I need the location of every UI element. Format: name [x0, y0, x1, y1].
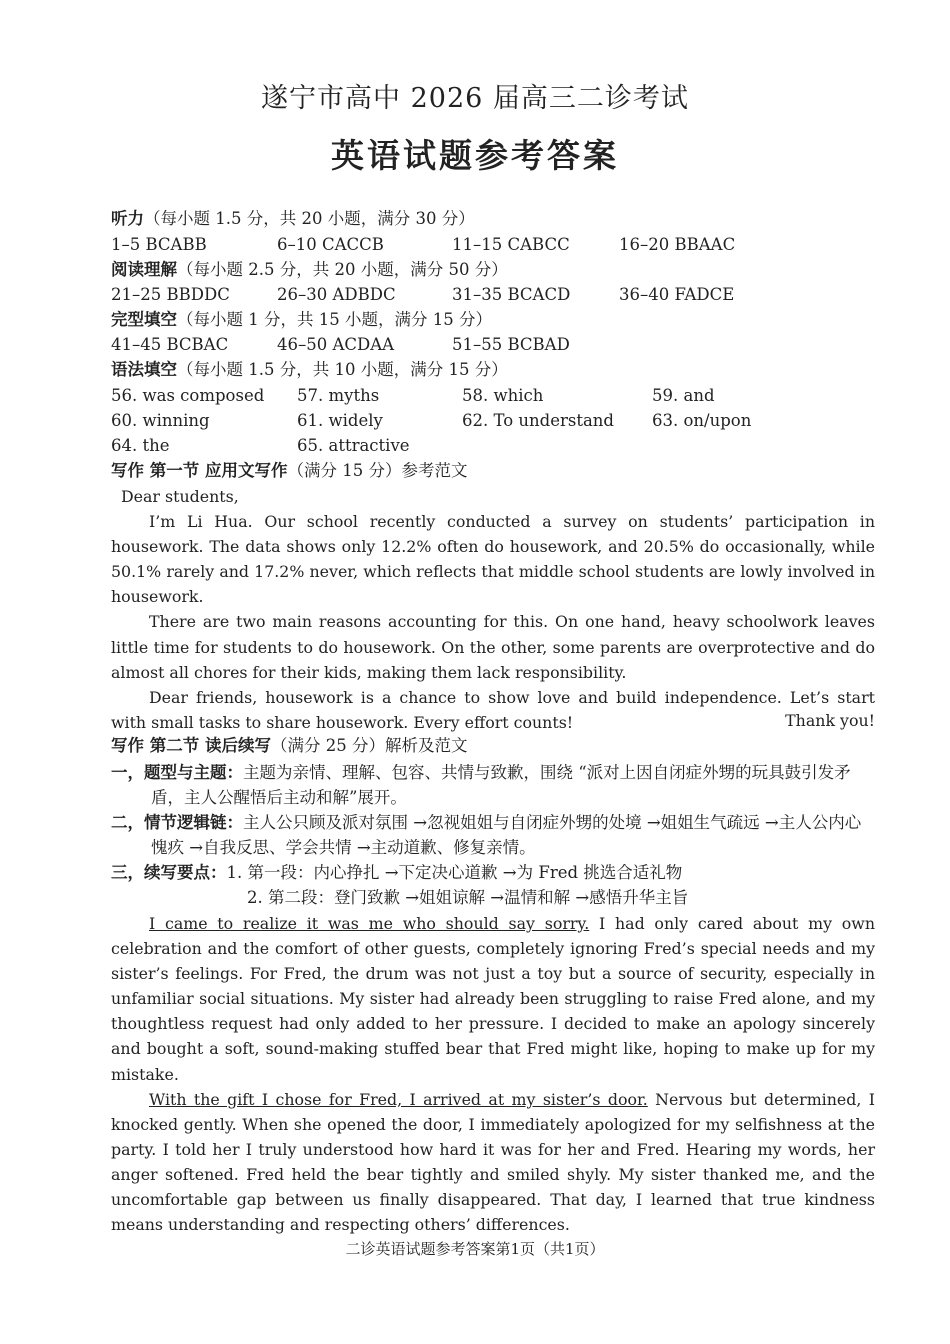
document-title: 英语试题参考答案 — [331, 136, 619, 175]
writing2-heading — [111, 735, 468, 757]
listening-heading — [111, 208, 475, 230]
grammar-heading — [111, 359, 508, 381]
grammar-answer: 57. myths — [297, 386, 380, 405]
sample-letter — [111, 484, 875, 735]
section-label: 写作 第一节 应用文写作 — [111, 461, 288, 480]
answer-group: 16–20 BBAAC — [619, 235, 736, 254]
essay-paragraph: With the gift I chose for Fred, I arrived at my sister’s door. Nervous but determined, I knocked gently. When she opened the door, I immediately apologized for my selfishness at the party. I told her I truly understood how hard it was for her and Fred. Hearing my words, her anger softened. Fred held the bear tightly and smiled shyly. My sister thanked me, and the uncomfortable gap between us finally disappeared. That day, I learned that true kindness means understanding and respecting others’ differences. — [111, 1089, 875, 1235]
writing1-heading — [111, 460, 468, 482]
answer-group: 21–25 BBDDC — [111, 285, 230, 304]
answer-group: 51–55 BCBAD — [452, 335, 570, 354]
answer-group: 1–5 BCABB — [111, 235, 207, 254]
answer-group: 41–45 BCBAC — [111, 335, 229, 354]
grammar-answer: 61. widely — [297, 411, 383, 430]
section-label: 阅读理解 — [111, 260, 177, 279]
exam-title: 遂宁市高中 2026 届高三二诊考试 — [261, 83, 689, 114]
section-label: 写作 第二节 读后续写 — [111, 736, 271, 755]
analysis-point-theme — [111, 760, 875, 810]
analysis-point-keys — [111, 860, 875, 910]
answer-group: 26–30 ADBDC — [277, 285, 396, 304]
grammar-answer: 56. was composed — [111, 386, 265, 405]
section-note: （每小题 1.5 分，共 10 小题，满分 15 分） — [177, 360, 508, 379]
letter-paragraph: There are two main reasons accounting for this. On one hand, heavy schoolwork leaves little time for students to do housework. On the other, some parents are overprotective and do almost all chores for their kids, making them lack responsibility. — [111, 612, 875, 682]
answer-group: 31–35 BCACD — [452, 285, 571, 304]
point-label: 一，题型与主题： — [111, 763, 243, 782]
section-note: （满分 15 分）参考范文 — [287, 461, 468, 480]
answer-group: 6–10 CACCB — [277, 235, 384, 254]
section-label: 听力 — [111, 209, 144, 228]
answer-group: 11–15 CABCC — [452, 235, 570, 254]
grammar-answer: 63. on/upon — [652, 411, 752, 430]
section-note: （满分 25 分）解析及范文 — [271, 736, 468, 755]
essay-paragraph: I came to realize it was me who should say sorry. I had only cared about my own celebration and the comfort of other guests, completely ignoring Fred’s special needs and my sister’s feelings. For Fred, the drum was not just a toy but a source of security, especially in unfamiliar social situations. My sister had already been struggling to raise Fred alone, and my thoughtless request had only added to her pressure. I decided to make an apology sincerely and bought a soft, sound-making stuffed bear that Fred might like, hoping to make up for my mistake. — [111, 914, 875, 1084]
key-point-line: 1. 第一段：内心挣扎 →下定决心道歉 →为 Fred 挑选合适礼物 — [226, 863, 683, 882]
reading-heading — [111, 259, 508, 281]
letter-paragraph: I’m Li Hua. Our school recently conducted a survey on students’ participation in housework. The data shows only 12.2% often do housework, and 20.5% do occasionally, while 50.1% rarely and 17.2% never, which reflects that middle school students are lowly involved in housework. — [111, 512, 875, 607]
letter-closing: Thank you! — [785, 711, 875, 730]
grammar-answer: 58. which — [462, 386, 544, 405]
point-label: 二，情节逻辑链： — [111, 813, 243, 832]
grammar-answer: 65. attractive — [297, 436, 410, 455]
page-footer: 二诊英语试题参考答案第1页（共1页） — [345, 1240, 605, 1258]
point-label: 三，续写要点： — [111, 863, 227, 882]
section-note: （每小题 1.5 分，共 20 小题，满分 30 分） — [144, 209, 475, 228]
key-point-line: 2. 第二段：登门致歉 →姐姐谅解 →温情和解 →感悟升华主旨 — [247, 888, 689, 907]
section-label: 完型填空 — [111, 310, 177, 329]
letter-greeting: Dear students, — [121, 487, 239, 506]
point-text: 主题为亲情、理解、包容、共情与致歉，围绕 “派对上因自闭症外甥的玩具鼓引发矛盾，主人公醒悟后主动和解”展开。 — [151, 763, 851, 807]
continuation-essay — [111, 911, 875, 1237]
answer-group: 36–40 FADCE — [619, 285, 735, 304]
letter-paragraph: Dear friends, housework is a chance to show love and build independence. Let’s start with small tasks to share housework. Every effort counts! — [111, 687, 875, 732]
given-first-sentence: With the gift I chose for Fred, I arrived at my sister’s door. — [149, 1089, 648, 1109]
section-note: （每小题 2.5 分，共 20 小题，满分 50 分） — [177, 260, 508, 279]
grammar-answer: 62. To understand — [462, 411, 614, 430]
given-first-sentence: I came to realize it was me who should say sorry. — [149, 914, 590, 933]
section-note: （每小题 1 分，共 15 小题，满分 15 分） — [177, 310, 492, 329]
answer-group: 46–50 ACDAA — [277, 335, 395, 354]
grammar-answer: 59. and — [652, 386, 715, 405]
point-text: 主人公只顾及派对氛围 →忽视姐姐与自闭症外甥的处境 →姐姐生气疏远 →主人公内心愧疚 →自我反思、学会共情 →主动道歉、修复亲情。 — [151, 813, 862, 857]
grammar-answer: 60. winning — [111, 411, 210, 430]
analysis-point-plot — [111, 810, 875, 860]
section-label: 语法填空 — [111, 360, 177, 379]
cloze-heading — [111, 309, 492, 331]
grammar-answer: 64. the — [111, 436, 170, 455]
